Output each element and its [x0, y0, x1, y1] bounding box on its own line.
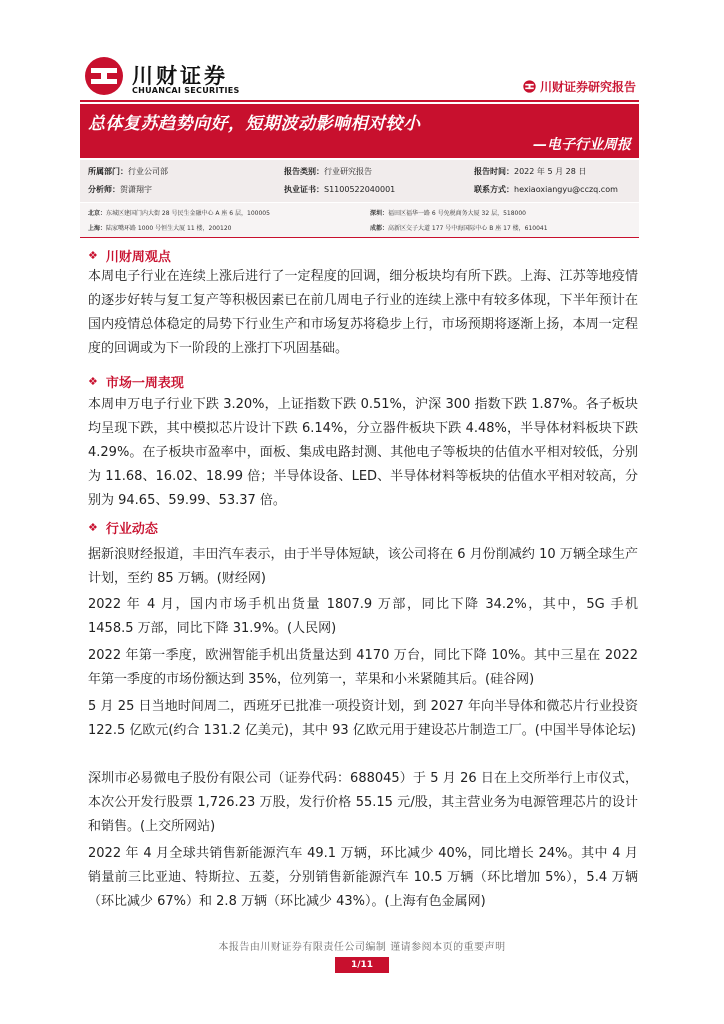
- news-item: 5 月 25 日当地时间周二，西班牙已批准一项投资计划，到 2027 年向半导体和微芯片行业投资 122.5 亿欧元(约合 131.2 亿美元)，其中 93 亿欧元用于建设芯片制造工厂。(中国半导体论坛): [88, 699, 638, 738]
- diamond-bullet-icon: ❖: [88, 375, 98, 388]
- dept-value: 行业公司部: [128, 167, 168, 176]
- title-banner: [80, 104, 639, 158]
- chuancai-logo-icon: [84, 56, 124, 96]
- brand-name-cn: 川财证券: [132, 64, 228, 88]
- news-item: 2022 年 4 月全球共销售新能源汽车 49.1 万辆，环比减少 40%，同比增长 24%。其中 4 月销量前三比亚迪、特斯拉、五菱，分别销售新能源汽车 10.5 万辆（环比增加 5%），5.4 万辆（环比减少 67%）和 2.8 万辆（环比减少 43%）。(上海有色金属网): [88, 846, 638, 909]
- paragraph: 本周电子行业在连续上涨后进行了一定程度的回调，细分板块均有所下跌。上海、江苏等地疫情的逐步好转与复工复产等积极因素已在前几周电子行业的连续上涨中有较多体现，下半年预计在国内疫情总体稳定的局势下行业生产和市场复苏将稳步上行，市场预期将逐渐上扬，本周一定程度的回调或为下一阶段的上涨打下巩固基础。: [88, 269, 638, 356]
- section-heading-weekly-view: ❖ 川财周观点: [88, 249, 171, 265]
- header-divider: [80, 100, 639, 102]
- section-heading-market: ❖ 市场一周表现: [88, 375, 184, 391]
- section-heading-industry-news: ❖ 行业动态: [88, 521, 158, 537]
- type-label: 报告类别：: [284, 167, 324, 176]
- news-item: 2022 年 4 月，国内市场手机出货量 1807.9 万部，同比下降 34.2%，其中，5G 手机 1458.5 万部，同比下降 31.9%。(人民网): [88, 597, 638, 636]
- report-title: 总体复苏趋势向好，短期波动影响相对较小: [88, 114, 421, 134]
- diamond-bullet-icon: ❖: [88, 249, 98, 262]
- report-subtitle: —电子行业周报: [533, 137, 631, 153]
- info-block: [80, 160, 639, 202]
- address-shanghai: 上海：陆家嘴环路 1000 号恒生大厦 11 楼，200120: [88, 225, 232, 232]
- page-number: 1/11: [335, 957, 389, 973]
- time-value: 2022 年 5 月 28 日: [514, 167, 587, 176]
- address-shenzhen: 深圳：福田区福华一路 6 号免税商务大厦 32 层，518000: [370, 210, 527, 217]
- contact-email[interactable]: hexiaoxiangyu@cczq.com: [514, 185, 618, 194]
- cert-value: S1100522040001: [324, 185, 396, 194]
- news-item: 据新浪财经报道，丰田汽车表示，由于半导体短缺，该公司将在 6 月份削减约 10 万辆全球生产计划，至约 85 万辆。(财经网): [88, 547, 638, 586]
- mini-logo-icon: [523, 80, 536, 93]
- analyst-value: 贺潇翔宇: [120, 185, 152, 194]
- report-tag-label: 川财证券研究报告: [539, 80, 636, 94]
- address-block: [80, 203, 639, 238]
- type-value: 行业研究报告: [324, 167, 372, 176]
- address-chengdu: 成都：高新区交子大道 177 号中海国际中心 B 座 17 楼，610041: [370, 225, 548, 232]
- analyst-label: 分析师：: [88, 185, 120, 194]
- diamond-bullet-icon: ❖: [88, 521, 98, 534]
- dept-label: 所属部门：: [88, 167, 128, 176]
- cert-label: 执业证书：: [284, 185, 324, 194]
- footer-disclaimer: 本报告由川财证券有限责任公司编制 谨请参阅本页的重要声明: [218, 942, 506, 953]
- time-label: 报告时间：: [474, 167, 514, 176]
- paragraph: 本周申万电子行业下跌 3.20%，上证指数下跌 0.51%，沪深 300 指数下跌 1.87%。各子板块均呈现下跌，其中模拟芯片设计下跌 6.14%，分立器件板块下跌 4.48%，半导体材料板块下跌 4.29%。在子板块市盈率中，面板、集成电路封测、其他电子等板块的估值水平相对较低，分别为 11.68、16.02、18.99 倍；半导体设备、LED、半导体材料等板块的估值水平相对较高，分别为 94.65、59.99、53.37 倍。: [88, 397, 638, 508]
- report-tag: [523, 78, 636, 95]
- address-beijing: 北京：东城区建国门内大街 28 号民生金融中心 A 座 6 层，100005: [88, 210, 270, 217]
- contact-label: 联系方式：: [474, 185, 514, 194]
- brand-name-en: CHUANCAI SECURITIES: [132, 86, 240, 95]
- news-item: 深圳市必易微电子股份有限公司（证券代码：688045）于 5 月 26 日在上交所举行上市仪式，本次公开发行股票 1,726.23 万股，发行价格 55.15 元/股，其主营业务为电源管理芯片的设计和销售。(上交所网站): [88, 771, 638, 834]
- news-item: 2022 年第一季度，欧洲智能手机出货量达到 4170 万台，同比下降 10%。其中三星在 2022 年第一季度的市场份额达到 35%，位列第一，苹果和小米紧随其后。(硅谷网): [88, 648, 638, 687]
